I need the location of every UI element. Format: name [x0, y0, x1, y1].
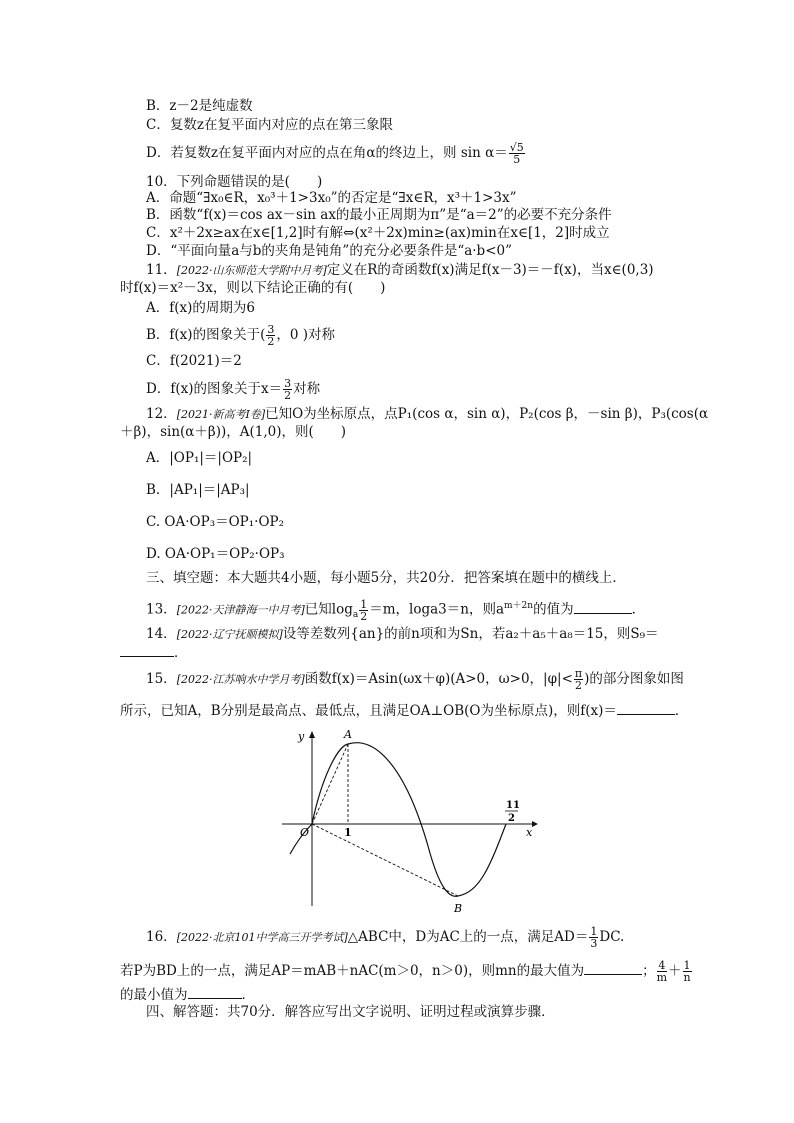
q11-d-fraction: [283, 378, 292, 401]
q11-option-d: [146, 378, 320, 401]
q16-answer-blank-2[interactable]: [188, 986, 242, 999]
section-4-heading: 四、解答题：共70分．解答应写出文字说明、证明过程或演算步骤．: [146, 1004, 555, 1020]
q15-text: 函数f(x)＝Asin(ωx＋φ)(A>0，ω>0，|φ|<: [304, 671, 573, 687]
q13-source: [2022·天津静海一中月考]: [176, 603, 305, 617]
q11-b-text-end: ，0 )对称: [276, 327, 336, 343]
q16-text-4: 的最小值为: [120, 987, 188, 1003]
q10-stem: 10．下列命题错误的是( ): [146, 174, 323, 190]
q16-cont-2: [120, 986, 255, 1003]
q16-end: ．: [241, 987, 255, 1003]
q16-number: 16．: [146, 929, 177, 945]
point-a-label: A: [344, 728, 352, 741]
q12-number: 12．: [146, 406, 177, 422]
q10-option-c: C．x²＋2x≥ax在x∈[1,2]时有解⇔(x²＋2x)min≥(ax)min在x∈[1，2]时成立: [146, 225, 610, 241]
point-b-label: B: [454, 902, 463, 915]
q10-option-d: D．“平面向量a与b的夹角是钝角”的充分必要条件是“a·b<0”: [146, 243, 513, 259]
q14-cont: [120, 644, 188, 661]
sine-graph-figure: [280, 726, 540, 916]
q15-text-3: 所示，已知A，B分别是最高点、最低点，且满足OA⊥OB(O为坐标原点)，则f(x)＝: [120, 703, 617, 719]
q13-sup: m＋2n: [504, 601, 534, 611]
q14: [146, 626, 659, 643]
q11-b-text: B．f(x)的图象关于: [146, 327, 261, 343]
q11-source: [2022·山东师范大学附中月考]: [176, 264, 327, 277]
q13-fraction: [359, 599, 368, 622]
q12-option-a: A．|OP₁|＝|OP₂|: [146, 450, 253, 466]
q13-end: ．: [631, 601, 646, 618]
q16-plus: ＋: [668, 963, 682, 979]
q14-end: ．: [174, 645, 188, 661]
tick-11-den: 2: [508, 813, 515, 824]
frac-num: π: [574, 667, 583, 680]
frac-num: 1: [590, 925, 598, 938]
q15-cont: [120, 702, 688, 719]
q9-option-d: [146, 142, 526, 165]
x-label: x: [526, 826, 533, 839]
q15-source: [2022·江苏响水中学月考]: [176, 673, 305, 686]
q11-stem-cont: 时f(x)＝x²－3x，则以下结论正确的有( ): [120, 280, 386, 296]
q11-option-a: A．f(x)的周期为6: [146, 300, 255, 316]
frac-den: 2: [284, 389, 292, 402]
q16-text-3: 若P为BD上的一点，满足AP＝mAB＋nAC(m＞0，n＞0)，则mn的最大值为: [120, 963, 585, 979]
q15-end: ．: [674, 703, 689, 719]
q16-fraction-1n: [683, 960, 692, 983]
q13-text-3: 的值为: [533, 601, 574, 618]
y-label: y: [298, 730, 305, 743]
q11-b-fraction: [266, 324, 275, 347]
tick-11-num: 11: [506, 800, 520, 811]
q16-cont: [120, 960, 693, 983]
frac-num: 1: [683, 959, 691, 972]
q15: [146, 668, 684, 691]
q14-source: [2022·辽宁抚顺模拟]: [176, 628, 283, 641]
q9-fraction: [509, 142, 525, 165]
sine-curve: [290, 743, 506, 897]
q11-option-b: B．f(x)的图象关于( $\frac{3}{2}$ ，0 )对称: [146, 323, 336, 348]
frac-den: m: [656, 971, 668, 984]
q10-option-a: A．命题“∃x₀∈R，x₀³＋1>3x₀”的否定是“∃x∈R，x³＋1>3x”: [146, 190, 517, 206]
q16-answer-blank-1[interactable]: [584, 962, 642, 975]
q13-number: 13．: [146, 601, 177, 618]
q13-sub: a: [352, 610, 359, 621]
y-axis-arrow: [309, 731, 315, 738]
q16-sep: ；: [642, 963, 656, 979]
q15-number: 15．: [146, 671, 177, 687]
q12-source: [2021·新高考Ⅰ卷]: [176, 408, 266, 421]
frac-num: 1: [360, 597, 368, 611]
q14-answer-blank[interactable]: [120, 644, 174, 657]
frac-num: √5: [509, 141, 524, 154]
q15-text-2: )的部分图象如图: [584, 671, 684, 687]
q11-option-c: C．f(2021)＝2: [146, 353, 242, 369]
frac-den: 2: [267, 335, 275, 348]
q15-answer-blank[interactable]: [617, 702, 675, 715]
q12-stem-cont: ＋β)，sin(α＋β))，A(1,0)，则( ): [120, 424, 347, 440]
dashed-oa: [312, 744, 348, 824]
x-axis-arrow: [532, 821, 538, 827]
q12-option-b: B．|AP₁|＝|AP₃|: [146, 482, 250, 498]
q13-text: 已知log: [304, 601, 353, 618]
q11-text: 定义在R的奇函数f(x)满足f(x－3)＝－f(x)，当x∈(0,3): [326, 262, 654, 278]
frac-den: 5: [513, 153, 521, 166]
q12-option-d: D. OA·OP₁＝OP₂·OP₃: [146, 546, 285, 562]
q16-fraction-4m: [657, 960, 667, 983]
frac-num: 3: [284, 377, 292, 390]
q16: [146, 926, 624, 949]
tick-1-label: 1: [344, 826, 352, 839]
q16-source: [2022·北京101中学高三开学考试]: [176, 931, 348, 944]
dashed-ob: [312, 824, 458, 896]
q12-text: 已知O为坐标原点，点P₁(cos α，sin α)，P₂(cos β，－sin β)，P₃(cos(α: [265, 406, 709, 422]
frac-den: n: [683, 971, 691, 984]
frac-den: 3: [590, 937, 598, 950]
q16-fraction: [589, 926, 598, 949]
q12-stem: [146, 406, 708, 423]
frac-num: 3: [267, 323, 275, 336]
q9-option-d-text: D．若复数z在复平面内对应的点在角α的终边上，则 sin α＝: [146, 145, 508, 161]
q12-option-c: C. OA·OP₃＝OP₁·OP₂: [146, 514, 285, 530]
frac-den: 2: [575, 679, 583, 692]
q11-d-text-end: 对称: [293, 381, 321, 397]
q11-stem: [146, 262, 654, 279]
q15-fraction: [574, 668, 583, 691]
q9-option-c: C．复数z在复平面内对应的点在第三象限: [146, 117, 393, 133]
q10-option-b: B．函数“f(x)＝cos ax－sin ax的最小正周期为π”是“a＝2”的必要不充分条件: [146, 207, 612, 223]
q14-number: 14．: [146, 626, 177, 642]
q14-text: 设等差数列{an}的前n项和为Sn，若a₂＋a₅＋a₈＝15，则S₉＝: [282, 626, 659, 642]
q16-text-2: DC.: [599, 929, 625, 945]
q11-d-text: D．f(x)的图象关于x＝: [146, 381, 283, 397]
q16-text: △ABC中，D为AC上的一点，满足AD＝: [347, 929, 589, 945]
frac-num: 4: [658, 959, 666, 972]
q13-text-2: ＝m，loga3＝n，则a: [369, 601, 505, 618]
q11-number: 11．: [146, 262, 177, 278]
q9-option-b: B．z－2是纯虚数: [146, 98, 253, 114]
q13: [146, 598, 645, 623]
section-3-heading: 三、填空题：本大题共4小题，每小题5分，共20分．把答案填在题中的横线上．: [146, 570, 626, 586]
q13-answer-blank[interactable]: [574, 601, 632, 614]
frac-den: 2: [360, 609, 368, 623]
origin-label: O: [300, 826, 310, 839]
